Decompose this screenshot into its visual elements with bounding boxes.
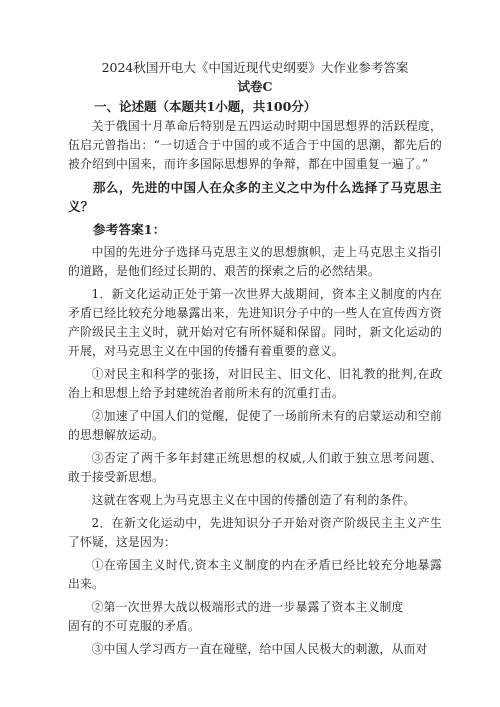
body-paragraph: 2．在新文化运动中，先进知识分子开始对资产阶级民主主义产生了怀疑，这是因为：: [68, 516, 442, 549]
body-paragraph: ①对民主和科学的张扬，对旧民主、旧文化、旧礼教的批判,在政治上和思想上给予封建统治者前所未有的沉重打击。: [68, 367, 442, 400]
body-paragraph: 这就在客观上为马克思主义在中国的传播创造了有利的条件。: [91, 493, 416, 507]
question-paragraph: 那么，先进的中国人在众多的主义之中为什么选择了马克思主义？: [68, 180, 442, 214]
intro-paragraph: 关于俄国十月革命后特别是五四运动时期中国思想界的活跃程度，伍启元曾指出：“一切适合于中国的或不适合于中国的思潮，都先后的被介绍到中国来，而许多国际思想界的争辩，都在中国重复一遍了。”: [68, 119, 442, 171]
document-title: 2024秋国开电大《中国近现代史纲要》大作业参考答案: [101, 60, 409, 75]
answer-label: 参考答案1：: [93, 222, 166, 237]
body-paragraph: ①在帝国主义时代,资本主义制度的内在矛盾已经比较充分地暴露出来。: [68, 558, 442, 591]
body-paragraph: 中国的先进分子选择马克思主义的思想旗帜，走上马克思主义指引的道路，是他们经过长期的、艰苦的探索之后的必然结果。: [68, 245, 442, 278]
body-paragraph: ③中国人学习西方一直在碰壁，给中国人民极大的刺激，从而对: [91, 642, 428, 656]
body-paragraph: 固有的不可克服的矛盾。: [68, 619, 200, 633]
body-paragraph: ②第一次世界大战以极端形式的进一步暴露了资本主义制度: [91, 600, 404, 614]
body-paragraph: 1．新文化运动正处于第一次世界大战期间，资本主义制度的内在矛盾已经比较充分地暴露出来，先进知识分子中的一些人在宣传西方资产阶级民主主义时，就开始对它有所怀疑和保留。同时，新文化运动的开展，对马克思主义在中国的传播有着重要的意义。: [68, 287, 442, 358]
body-paragraph: ③否定了两千多年封建正统思想的权威,人们敢于独立思考问题、敢于接受新思想。: [68, 451, 442, 484]
document-subtitle: 试卷C: [237, 79, 273, 94]
section-heading: 一、论述题（本题共1小题，共100分）: [94, 99, 317, 114]
body-paragraph: ②加速了中国人们的觉醒，促使了一场前所未有的启蒙运动和空前的思想解放运动。: [68, 409, 442, 442]
